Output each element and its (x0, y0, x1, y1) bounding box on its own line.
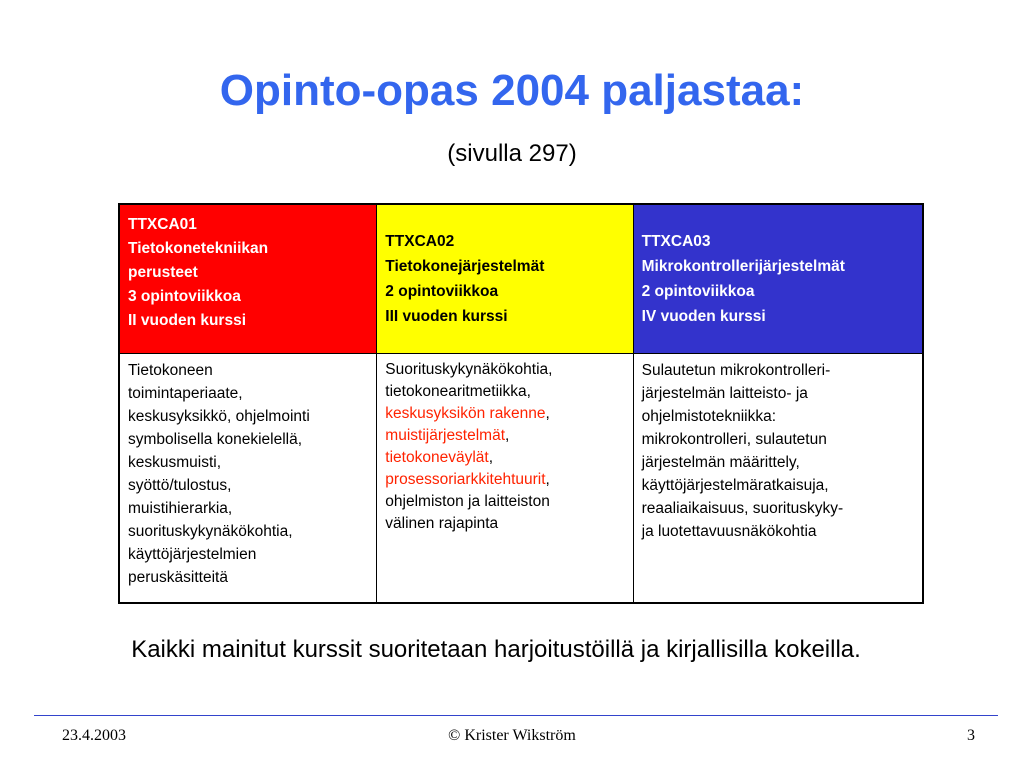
topic-separator: , (505, 427, 510, 444)
course-description-ttxca01 (119, 354, 377, 604)
description-text: välinen rajapinta (385, 515, 499, 532)
description-line (385, 381, 624, 403)
topic-separator: , (545, 405, 550, 422)
description-line (385, 469, 624, 491)
description-line: symbolisella konekielellä, (128, 431, 303, 448)
description-text: Suorituskykynäkökohtia, (385, 361, 553, 378)
description-line: keskusmuisti, (128, 454, 222, 471)
description-line: syöttö/tulostus, (128, 477, 232, 494)
description-line: käyttöjärjestelmäratkaisuja, (641, 477, 829, 494)
description-line: käyttöjärjestelmien (128, 546, 257, 563)
highlighted-topic: prosessoriarkkitehtuurit (385, 471, 546, 488)
description-line: ja luotettavuusnäkökohtia (641, 523, 817, 540)
highlighted-topic: tietokoneväylät (385, 449, 489, 466)
description-line (385, 447, 624, 469)
description-line (385, 359, 624, 381)
description-text: tietokonearitmetiikka, (385, 383, 531, 400)
description-line (385, 491, 624, 513)
course-header-ttxca03 (633, 204, 923, 354)
course-header-ttxca02 (377, 204, 633, 354)
description-line: reaaliaikaisuus, suorituskyky- (641, 500, 844, 517)
description-line: suorituskykynäkökohtia, (128, 523, 293, 540)
description-line: keskusyksikkö, ohjelmointi (128, 408, 310, 425)
topic-separator: , (545, 471, 550, 488)
description-line: ohjelmistotekniikka: (641, 408, 777, 425)
course-description-ttxca02 (377, 354, 633, 604)
description-line (385, 403, 624, 425)
description-line: järjestelmän laitteisto- ja (641, 385, 808, 402)
footer-date: 23.4.2003 (62, 727, 126, 744)
course-description-row (119, 354, 923, 604)
course-table (118, 203, 924, 604)
description-line (385, 513, 624, 535)
description-line: mikrokontrolleri, sulautetun (641, 431, 827, 448)
course-name-line: Mikrokontrollerijärjestelmät (641, 258, 845, 275)
course-code: TTXCA02 (385, 233, 455, 250)
course-credits: 2 opintoviikkoa (385, 283, 499, 300)
description-line: toimintaperiaate, (128, 385, 243, 402)
course-year: II vuoden kurssi (128, 312, 247, 329)
course-name-line: Tietokonejärjestelmät (385, 258, 545, 275)
footer-author: © Krister Wikström (448, 727, 576, 744)
description-line: peruskäsitteitä (128, 569, 228, 586)
course-header-row (119, 204, 923, 354)
description-line: Tietokoneen (128, 362, 213, 379)
course-credits: 2 opintoviikkoa (641, 283, 755, 300)
footer-divider (34, 715, 998, 716)
description-line: muistihierarkia, (128, 500, 233, 517)
course-description-ttxca03 (633, 354, 923, 604)
description-line: Sulautetun mikrokontrolleri- (641, 362, 831, 379)
course-name-line: Tietokonetekniikan (128, 240, 269, 257)
course-name-line: perusteet (128, 264, 198, 281)
highlighted-topic: keskusyksikön rakenne (385, 405, 546, 422)
slide-title: Opinto-opas 2004 paljastaa: (219, 66, 805, 115)
highlighted-topic: muistijärjestelmät (385, 427, 506, 444)
slide-subtitle: (sivulla 297) (447, 140, 577, 167)
description-text: ohjelmiston ja laitteiston (385, 493, 550, 510)
course-header-ttxca01 (119, 204, 377, 354)
assessment-note: Kaikki mainitut kurssit suoritetaan harjoitustöillä ja kirjallisilla kokeilla. (131, 636, 861, 663)
course-code: TTXCA01 (128, 216, 197, 233)
course-year: IV vuoden kurssi (641, 308, 766, 325)
course-code: TTXCA03 (641, 233, 711, 250)
description-line: järjestelmän määrittely, (641, 454, 800, 471)
topic-separator: , (488, 449, 494, 466)
description-line (385, 425, 624, 447)
course-year: III vuoden kurssi (385, 308, 508, 325)
course-credits: 3 opintoviikkoa (128, 288, 241, 305)
slide-number: 3 (967, 727, 975, 744)
